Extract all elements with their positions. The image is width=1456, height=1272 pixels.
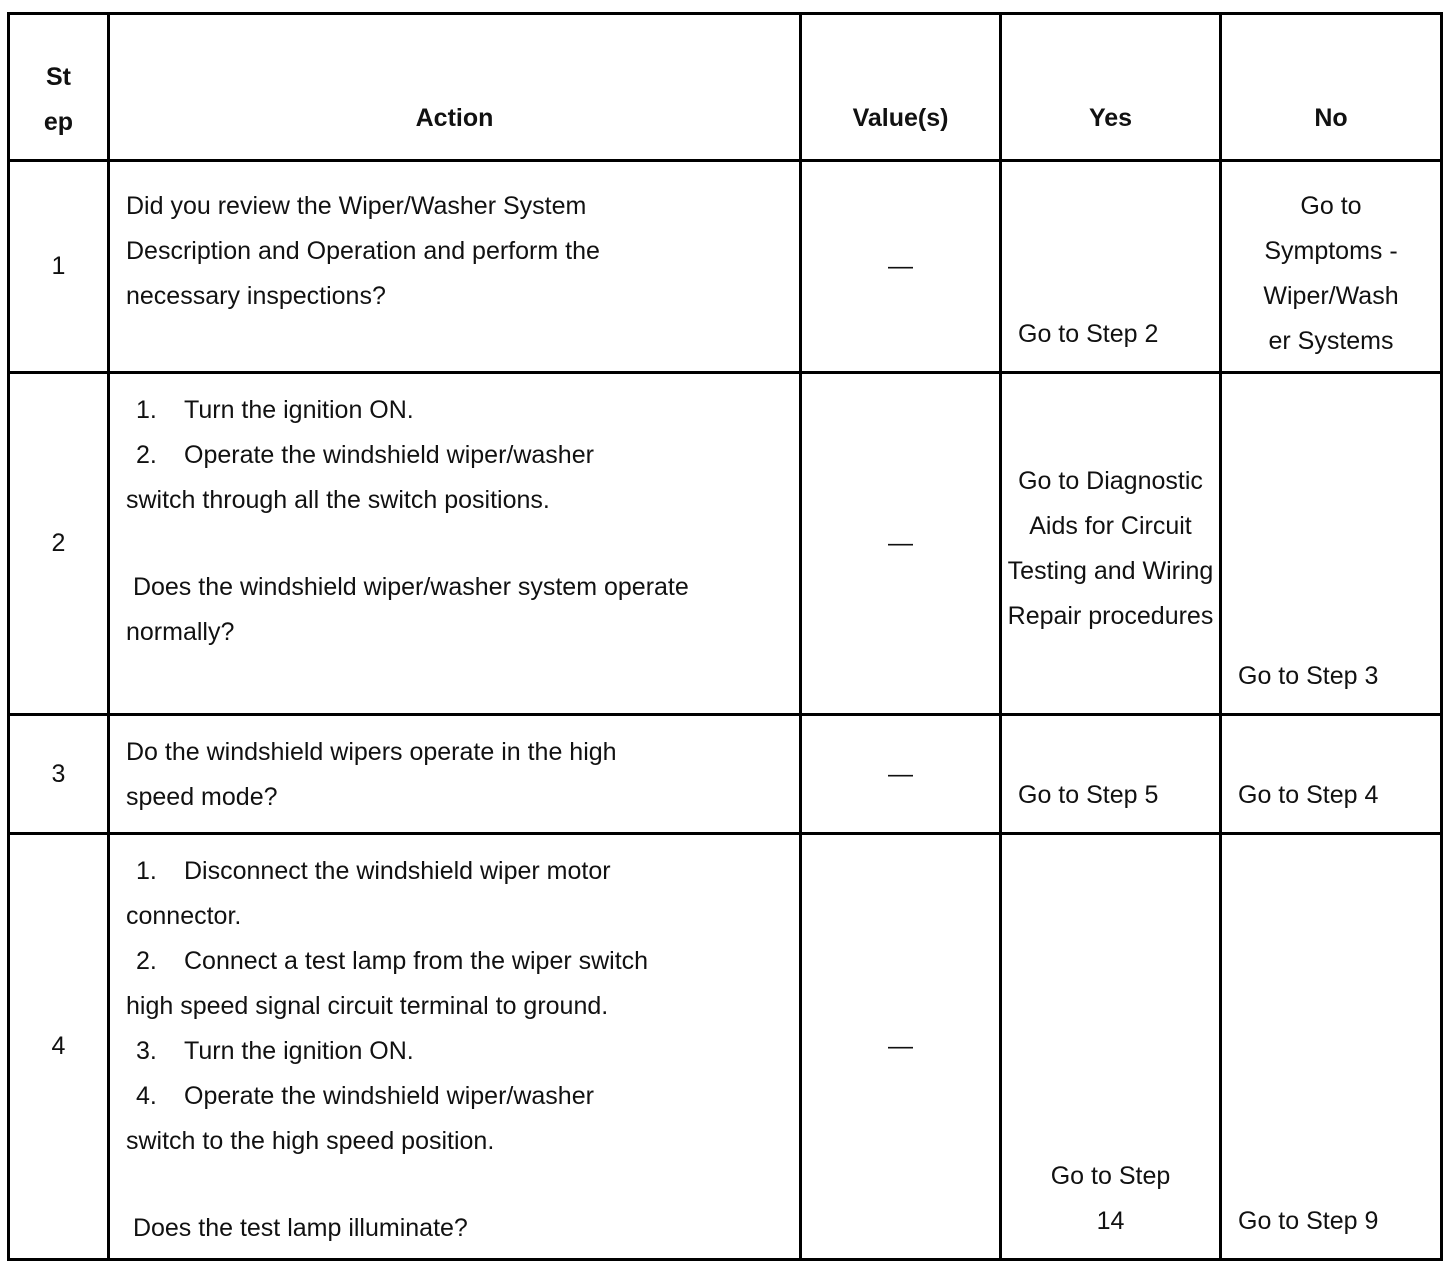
action-item: 2. Operate the windshield wiper/washer (136, 441, 594, 469)
action-item: 1. Disconnect the windshield wiper motor (136, 857, 611, 885)
step-number: 4 (9, 834, 109, 1260)
step-number: 2 (9, 373, 109, 715)
table-row (9, 834, 1442, 1260)
yes-cell: Go to Step 5 (1001, 715, 1221, 834)
action-item: 3. Turn the ignition ON. (136, 1037, 414, 1065)
header-values: Value(s) (801, 14, 1001, 161)
value-cell: — (801, 834, 1001, 1260)
value-cell: — (801, 373, 1001, 715)
header-action: Action (109, 14, 801, 161)
value-cell: — (801, 715, 1001, 834)
header-step: St ep (9, 14, 109, 161)
table-row (9, 161, 1442, 373)
no-cell: Go to Step 4 (1221, 715, 1442, 834)
header-row (9, 14, 1442, 161)
step-number: 3 (9, 715, 109, 834)
action-cell: 1. Disconnect the windshield wiper motor connector. 2. Connect a test lamp from the wiper switch high speed signal circuit terminal to ground. 3. Turn the ignition ON. 4. Operate the windshield wiper/washer switch to the high speed position. Does the test lamp illuminate? (109, 834, 801, 1260)
action-item: 4. Operate the windshield wiper/washer (136, 1082, 594, 1110)
action-item: 1. Turn the ignition ON. (136, 396, 414, 424)
no-cell: Go to Symptoms - Wiper/Wash er Systems (1221, 161, 1442, 373)
value-cell: — (801, 161, 1001, 373)
yes-cell: Go to Step 2 (1001, 161, 1221, 373)
no-cell: Go to Step 3 (1221, 373, 1442, 715)
yes-cell: Go to Step 14 (1001, 834, 1221, 1260)
diagnostic-table (7, 12, 1443, 1261)
action-item: 2. Connect a test lamp from the wiper switch (136, 947, 649, 975)
action-cell: 1. Turn the ignition ON. 2. Operate the windshield wiper/washer switch through all the switch positions. Does the windshield wiper/washer system operate normally? (109, 373, 801, 715)
action-cell: Do the windshield wipers operate in the high speed mode? (109, 715, 801, 834)
header-no: No (1221, 14, 1442, 161)
no-cell: Go to Step 9 (1221, 834, 1442, 1260)
action-cell: Did you review the Wiper/Washer System Description and Operation and perform the necessary inspections? (109, 161, 801, 373)
table-row (9, 373, 1442, 715)
table-row (9, 715, 1442, 834)
step-number: 1 (9, 161, 109, 373)
header-yes: Yes (1001, 14, 1221, 161)
yes-cell: Go to Diagnostic Aids for Circuit Testing and Wiring Repair procedures (1001, 373, 1221, 715)
